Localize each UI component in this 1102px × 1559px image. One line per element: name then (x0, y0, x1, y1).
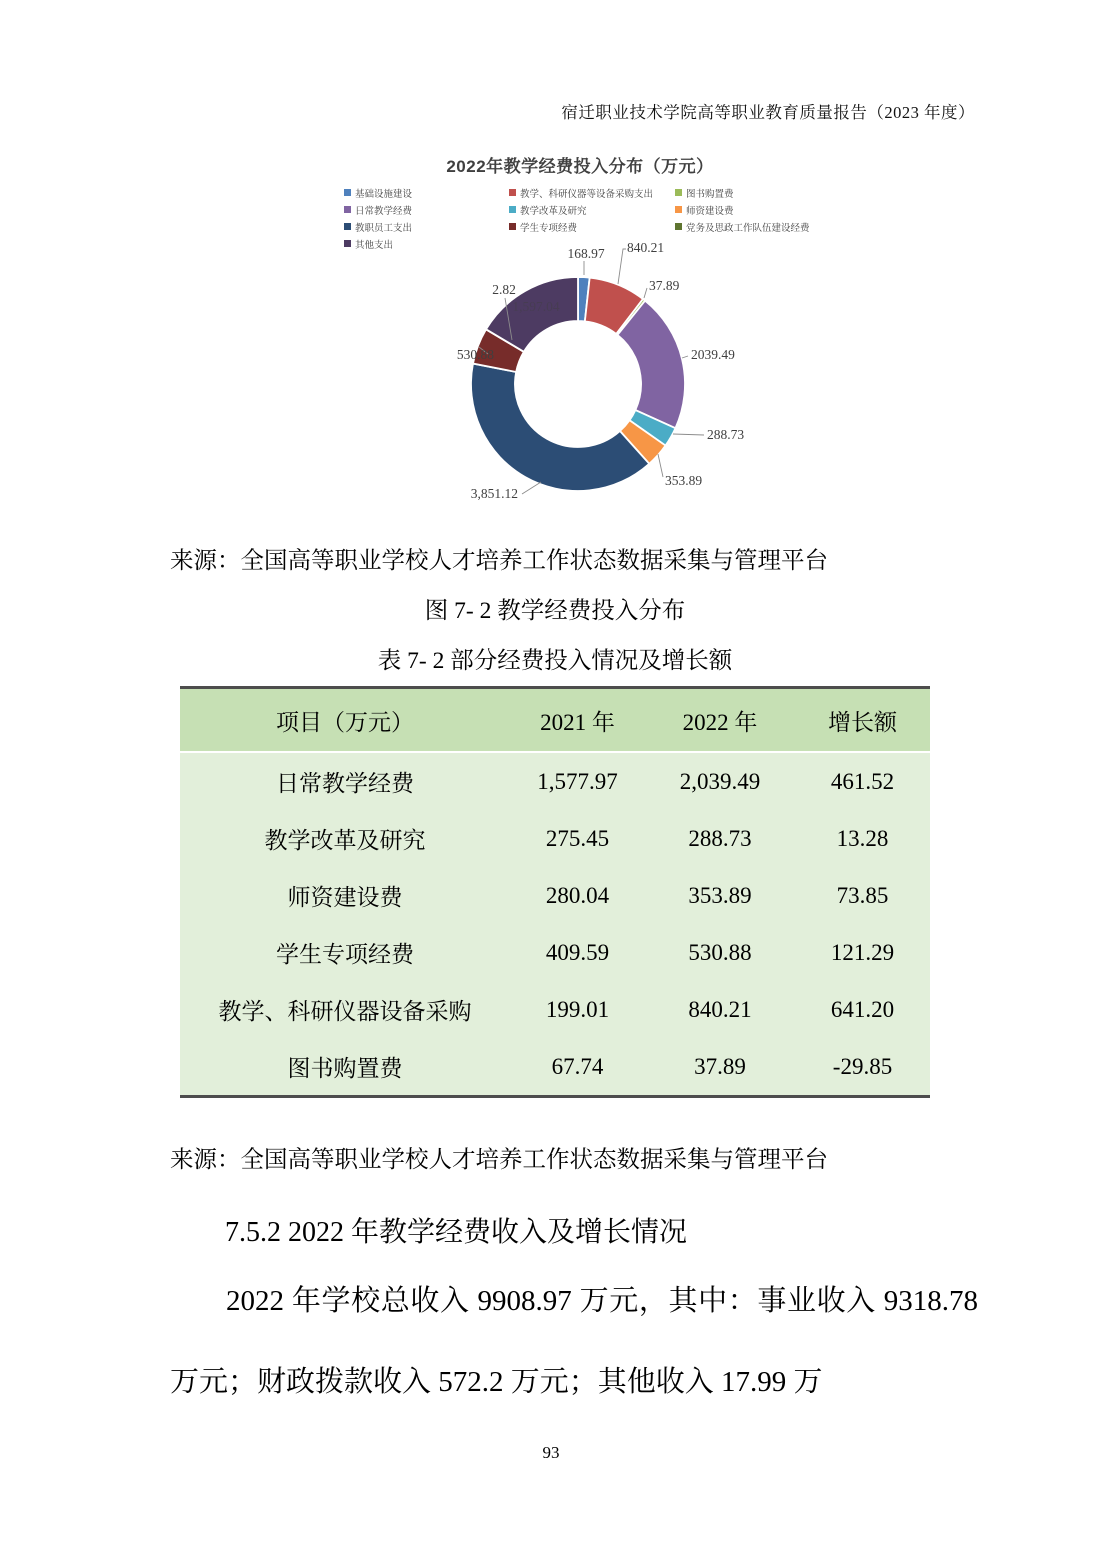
legend-label: 其他支出 (355, 239, 394, 251)
table-header-cell: 增长额 (795, 688, 930, 753)
table-row (180, 1038, 930, 1097)
table-header-row (180, 688, 930, 753)
chart-title: 2022年教学经费投入分布（万元） (446, 157, 714, 176)
leader-line (522, 482, 541, 494)
chart-source: 来源：全国高等职业学校人才培养工作状态数据采集与管理平台 (170, 548, 828, 574)
slice-value-label: 530.88 (456, 347, 494, 362)
table-header-cell: 2022 年 (645, 688, 795, 753)
legend-label: 师资建设费 (686, 205, 734, 217)
slice-value-label: 2.82 (492, 282, 516, 297)
legend-label: 教学改革及研究 (520, 205, 587, 217)
slice-value-label: 168.97 (567, 246, 605, 261)
table-row (180, 810, 930, 867)
table-row (180, 867, 930, 924)
funding-table (180, 686, 930, 1098)
legend-label: 图书购置费 (686, 188, 734, 200)
table-cell: 图书购置费 (180, 1038, 510, 1097)
table-cell: 教学改革及研究 (180, 810, 510, 867)
table-cell: 409.59 (510, 924, 645, 981)
figure-caption: 图 7- 2 教学经费投入分布 (424, 598, 686, 624)
legend-label: 基础设施建设 (355, 188, 413, 200)
table-cell: 73.85 (795, 867, 930, 924)
table-cell: 13.28 (795, 810, 930, 867)
table-cell: 353.89 (645, 867, 795, 924)
table-caption: 表 7- 2 部分经费投入情况及增长额 (377, 648, 733, 674)
table-row (180, 752, 930, 810)
table-row (180, 981, 930, 1038)
table-cell: -29.85 (795, 1038, 930, 1097)
page-number: 93 (542, 1443, 560, 1462)
table-cell: 461.52 (795, 752, 930, 810)
donut-chart (330, 148, 950, 522)
leader-line (644, 288, 647, 298)
legend-label: 党务及思政工作队伍建设经费 (686, 222, 810, 234)
chart-block (330, 148, 950, 522)
legend-label: 教学、科研仪器等设备采购支出 (520, 188, 654, 200)
leader-line (673, 434, 704, 435)
slice-value-label: 1,597.04 (512, 299, 560, 314)
table-cell: 121.29 (795, 924, 930, 981)
table-cell: 530.88 (645, 924, 795, 981)
table-cell: 37.89 (645, 1038, 795, 1097)
table-source: 来源：全国高等职业学校人才培养工作状态数据采集与管理平台 (170, 1147, 828, 1173)
table-cell: 199.01 (510, 981, 645, 1038)
table-cell: 教学、科研仪器设备采购 (180, 981, 510, 1038)
table-cell: 日常教学经费 (180, 752, 510, 810)
table-header-cell: 项目（万元） (180, 688, 510, 753)
table-head (180, 688, 930, 753)
slice-value-label: 288.73 (707, 427, 745, 442)
table-cell: 师资建设费 (180, 867, 510, 924)
table-cell: 288.73 (645, 810, 795, 867)
slice-value-label: 840.21 (627, 240, 665, 255)
table-cell: 2,039.49 (645, 752, 795, 810)
leader-line (682, 356, 688, 358)
slice-value-label: 2039.49 (691, 347, 735, 362)
legend-label: 学生专项经费 (520, 222, 578, 234)
table-header-cell: 2021 年 (510, 688, 645, 753)
slice-value-label: 37.89 (649, 278, 680, 293)
section-heading: 7.5.2 2022 年教学经费收入及增长情况 (225, 1217, 688, 1248)
table-cell: 67.74 (510, 1038, 645, 1097)
leader-line (658, 454, 663, 477)
legend-label: 日常教学经费 (355, 205, 413, 217)
report-header: 宿迁职业技术学院高等职业教育质量报告（2023 年度） (561, 103, 975, 122)
table-cell: 280.04 (510, 867, 645, 924)
slice-value-label: 3,851.12 (470, 486, 518, 501)
table-body (180, 752, 930, 1097)
legend-label: 教职员工支出 (355, 222, 413, 234)
table-cell: 840.21 (645, 981, 795, 1038)
donut-slice (471, 364, 649, 491)
body-paragraph: 2022 年学校总收入 9908.97 万元，其中：事业收入 9318.78 万元；财政拨款收入 572.2 万元；其他收入 17.99 万 (170, 1285, 978, 1398)
table-row (180, 924, 930, 981)
leader-line (618, 249, 626, 284)
table-cell: 641.20 (795, 981, 930, 1038)
table-cell: 学生专项经费 (180, 924, 510, 981)
slice-value-label: 353.89 (665, 473, 703, 488)
table-cell: 275.45 (510, 810, 645, 867)
table-cell: 1,577.97 (510, 752, 645, 810)
